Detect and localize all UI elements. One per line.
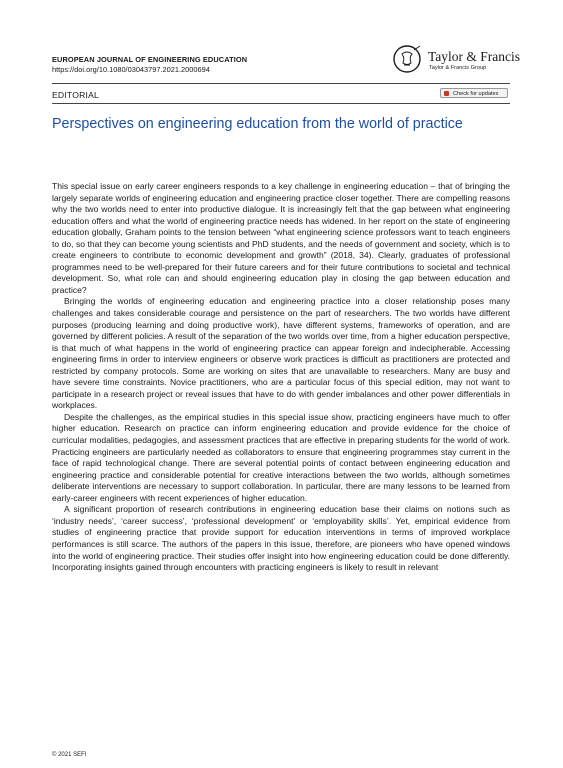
publisher-name: Taylor & Francis xyxy=(428,49,521,64)
body-paragraph: A significant proportion of research contributions in engineering education base their claims on notions such as ‘industry needs’, ‘career success’, ‘professional development’ or ‘employability skills’. Yet, empirical evidence from studies of engineering practice that provide support for education interventions in terms of improved workplace performances is still scarce. The authors of the papers in this issue, therefore, are pioneers who have opened windows into the world of engineering practice. Their studies offer insight into how engineering education could be done differently. Incorporating insights gained through encounters with practicing engineers is likely to result in relevant xyxy=(52,504,510,573)
publisher-logo-icon xyxy=(392,44,424,76)
check-for-updates-button[interactable] xyxy=(440,88,508,98)
body-paragraph: Despite the challenges, as the empirical studies in this special issue show, practicing engineers have much to offer higher education. Research on practice can inform engineering education and provide evidence for the choice of curricular modalities, pedagogies, and assessment practices that are effective in preparing students for the world of work. Practicing engineers are particularly needed as collaborators to ensure that engineering programmes stay current in the face of rapid technological change. There are several potential points of contact between engineering education and engineering practice and considerable potential for creative interactions between the two worlds, although sometimes deliberate interventions are necessary to support collaboration. In particular, there are many lessons to be learned from early-career engineers with recent experiences of higher education. xyxy=(52,411,510,503)
section-rule xyxy=(52,103,510,104)
header-rule xyxy=(52,83,510,84)
body-paragraph: This special issue on early career engineers responds to a key challenge in engineering education – that of bringing the largely separate worlds of engineering education and engineering practice closer together. There are compelling reasons why the two worlds need to enter into productive dialogue. It is increasingly felt that the gap between what engineering education offers and what the world of engineering practice needs has widened. In her report on the state of engineering education globally, Graham points to the tension between “what engineering science professors want to teach engineers to do, so that they can become young scientists and PhD students, and the needs of government and society, which is to create engineers to contribute to economic development and growth” (2018, 34). Clearly, graduates of professional programmes need to be well-prepared for their future careers and for their future contributions to societal and technical development. So, what role can and should engineering education play in closing the gap between education and practice? xyxy=(52,181,510,295)
journal-name: EUROPEAN JOURNAL OF ENGINEERING EDUCATION xyxy=(52,55,248,64)
publisher-logo xyxy=(392,44,522,78)
body-paragraph: Bringing the worlds of engineering education and engineering practice into a closer relationship poses many challenges and takes considerable courage and persistence on the part of researchers. The two worlds have different purposes (producing learning and doing productive work), have different systems, frameworks of operation, and are governed by different policies. A result of the separation of the two worlds over time, from a higher education perspective, is that much of what happens in the world of engineering practice can appear foreign and indecipherable. Accessing engineering firms in order to interview engineers or observe work practices is difficult as practitioners are protected and restricted by company protocols. Some are working on sites that are unavailable to researchers. Many are busy and have severe time constraints. Novice practitioners, who are a particular focus of this special edition, may not want to participate in a research project or reveal issues that have to do with gender imbalances and other power differentials in workplaces. xyxy=(52,296,510,411)
doi-link[interactable]: https://doi.org/10.1080/03043797.2021.2000694 xyxy=(52,65,210,74)
publisher-group: Taylor & Francis Group xyxy=(429,65,487,71)
update-icon xyxy=(444,91,449,96)
copyright-notice: © 2021 SEFI xyxy=(52,752,87,758)
check-for-updates-label: Check for updates xyxy=(453,91,499,97)
article-title: Perspectives on engineering education from the world of practice xyxy=(52,116,463,132)
article-body xyxy=(52,181,510,574)
section-label: EDITORIAL xyxy=(52,90,100,100)
